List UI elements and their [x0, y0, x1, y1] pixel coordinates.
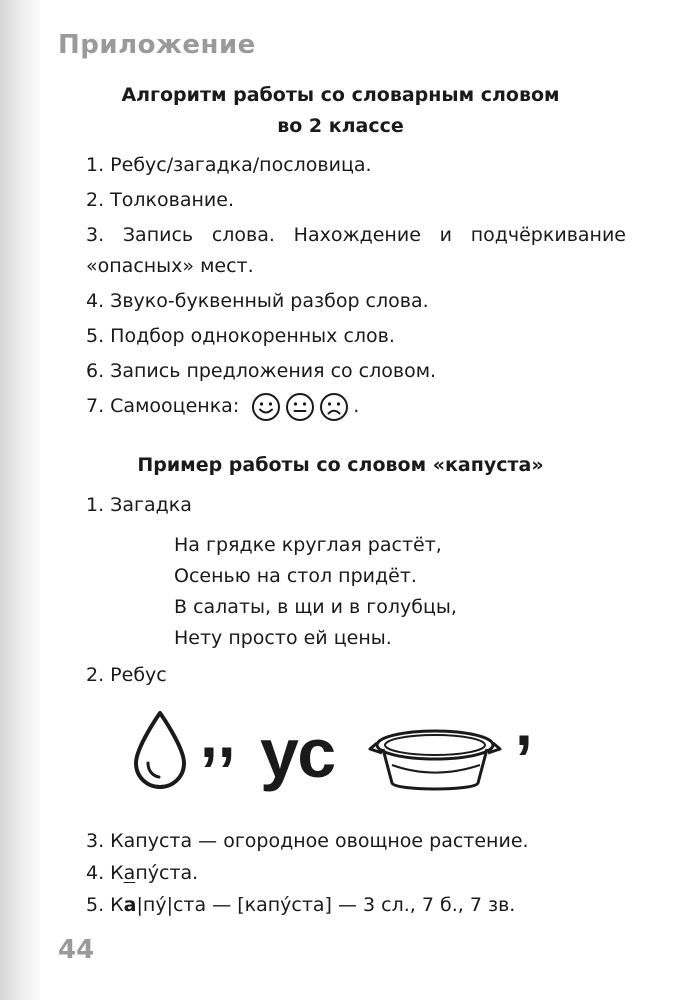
algorithm-item: 2. Толкование. — [86, 189, 234, 211]
riddle-label: 1. Загадка — [86, 494, 192, 516]
page-spine-shadow — [0, 0, 40, 1000]
sad-face-icon — [319, 392, 349, 422]
poem-line: Осенью на стол придёт. — [174, 565, 417, 587]
algorithm-item-line: 3. Запись слова. Нахождение и подчёркивание — [86, 224, 626, 246]
spelling-mid: п — [135, 862, 148, 884]
algorithm-item-continuation: «опасных» мест. — [86, 255, 254, 277]
drop-icon — [136, 713, 184, 787]
rebus-syllable: ус — [260, 714, 337, 792]
example-step-definition: 3. Капуста — огородное овощное растение. — [86, 830, 529, 852]
algorithm-heading-line2: во 2 классе — [277, 115, 404, 137]
algorithm-list — [86, 150, 626, 426]
underlined-letter: а — [123, 862, 136, 884]
self-assessment-dot: . — [353, 395, 360, 417]
rebus-picture — [130, 705, 560, 805]
algorithm-heading-line1: Алгоритм работы со словарным словом — [121, 84, 560, 106]
stressed-letter: у́ — [147, 862, 160, 884]
section-title: Приложение — [58, 30, 256, 60]
algorithm-item: 1. Ребус/загадка/пословица. — [86, 154, 372, 176]
basin-icon — [370, 731, 500, 789]
spelling-suffix: ста. — [159, 862, 199, 884]
rebus-label: 2. Ребус — [86, 664, 167, 686]
rebus-quote-right: , — [515, 705, 533, 759]
example-heading: Пример работы со словом «капуста» — [137, 454, 544, 476]
bold-letter: а — [123, 894, 137, 916]
spelling-prefix: 4. К — [86, 862, 124, 884]
self-assessment-label: 7. Самооценка: — [86, 395, 240, 417]
poem-line: Нету просто ей цены. — [174, 627, 392, 649]
algorithm-heading — [0, 80, 681, 142]
algorithm-item-self-assessment — [86, 391, 626, 422]
algorithm-item: 4. Звуко-буквенный разбор слова. — [86, 290, 429, 312]
analysis-rest: |пу́|ста — [капу́ста] — 3 сл., 7 б., 7 зв. — [136, 894, 516, 916]
analysis-prefix: 5. К — [86, 894, 124, 916]
smile-icon — [251, 392, 281, 422]
rebus-quotes-left: ,, — [200, 705, 236, 771]
poem-line: На грядке круглая растёт, — [174, 534, 442, 556]
page-number: 44 — [58, 935, 95, 965]
riddle-poem — [174, 530, 457, 654]
example-step-analysis — [86, 890, 529, 921]
example-step-spelling — [86, 858, 529, 889]
self-assessment-faces — [251, 391, 353, 422]
algorithm-item — [86, 220, 626, 251]
example-steps — [86, 826, 529, 922]
poem-line: В салаты, в щи и в голубцы, — [174, 596, 457, 618]
algorithm-item: 5. Подбор однокоренных слов. — [86, 325, 395, 347]
neutral-face-icon — [285, 392, 315, 422]
algorithm-item: 6. Запись предложения со словом. — [86, 360, 437, 382]
